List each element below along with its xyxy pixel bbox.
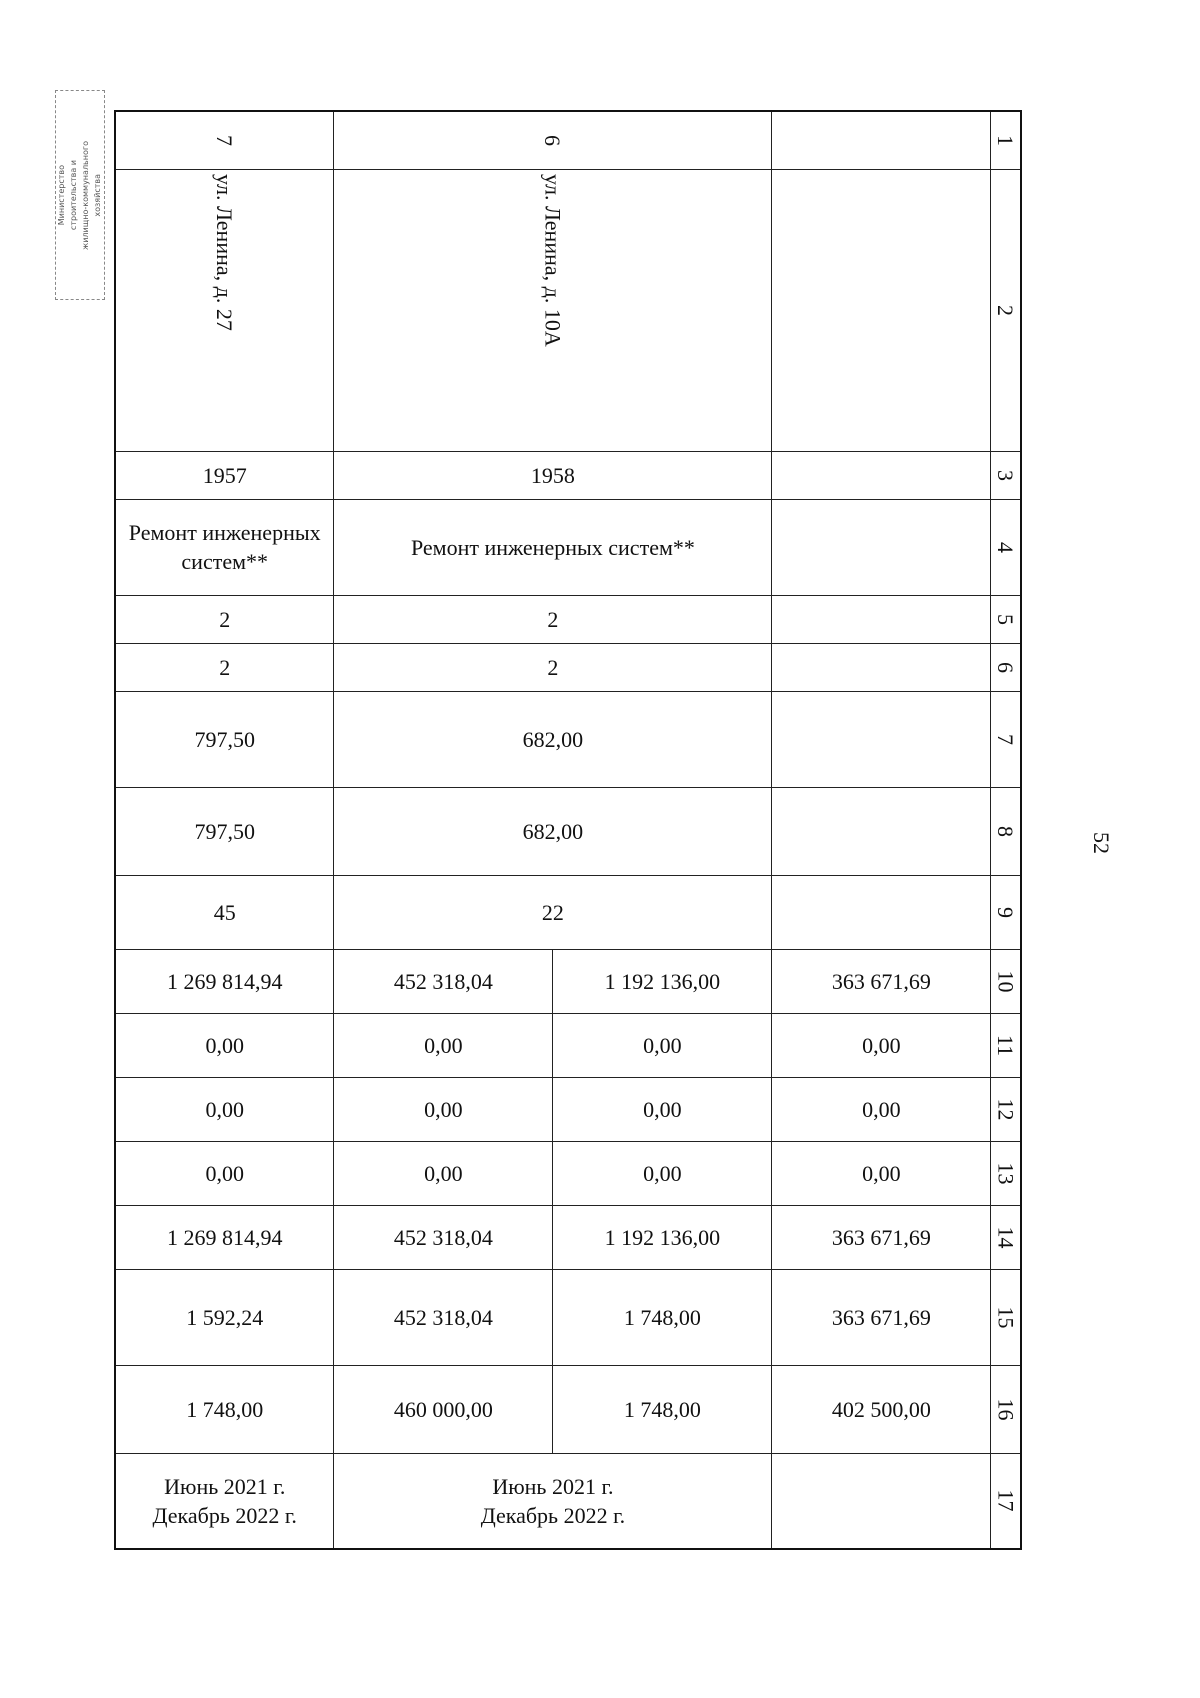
stamp-line: строительства и: [69, 159, 78, 231]
cost-cell: 452 318,04: [334, 1269, 553, 1365]
row-number: 16: [991, 1365, 1021, 1453]
table-row: [115, 949, 1021, 1013]
table-row: [115, 1077, 1021, 1141]
cost-cell: 0,00: [772, 1141, 991, 1205]
table-row: [115, 451, 1021, 499]
table-row: [115, 1205, 1021, 1269]
cost-cell: 0,00: [115, 1077, 334, 1141]
row-number: 6: [991, 643, 1021, 691]
item-number-cell: 7: [115, 111, 334, 169]
period-start: Июнь 2021 г.: [164, 1473, 286, 1499]
cost-cell: 0,00: [115, 1013, 334, 1077]
value-cell: 2: [334, 643, 772, 691]
row-number: 3: [991, 451, 1021, 499]
page-number: 52: [1089, 832, 1114, 854]
cost-cell: 1 748,00: [115, 1365, 334, 1453]
period-start: Июнь 2021 г.: [492, 1473, 614, 1499]
empty-cell: [772, 111, 991, 169]
stamp-line: жилищно-коммунального: [81, 140, 90, 250]
stamp-line: хозяйства: [93, 173, 102, 217]
empty-cell: [772, 1453, 991, 1549]
year-cell: 1958: [334, 451, 772, 499]
value-cell: 2: [115, 595, 334, 643]
year-cell: 1957: [115, 451, 334, 499]
cost-cell: 452 318,04: [334, 1205, 553, 1269]
address-cell: ул. Ленина, д. 27: [115, 169, 334, 451]
cost-cell: 0,00: [334, 1077, 553, 1141]
empty-cell: [772, 643, 991, 691]
empty-cell: [772, 595, 991, 643]
period-end: Декабрь 2022 г.: [480, 1502, 626, 1528]
table-row: [115, 1365, 1021, 1453]
row-number: 15: [991, 1269, 1021, 1365]
value-cell: 2: [334, 595, 772, 643]
residents-cell: 45: [115, 875, 334, 949]
work-type-cell: Ремонт инженерных систем**: [334, 499, 772, 595]
row-number: 5: [991, 595, 1021, 643]
row-number: 8: [991, 787, 1021, 875]
table-row: [115, 643, 1021, 691]
row-number: 13: [991, 1141, 1021, 1205]
cost-cell: 402 500,00: [772, 1365, 991, 1453]
official-stamp: [55, 90, 105, 300]
empty-cell: [772, 499, 991, 595]
table-row: [115, 691, 1021, 787]
empty-cell: [772, 169, 991, 451]
table-row: [115, 1141, 1021, 1205]
table-row: [115, 169, 1021, 451]
residents-cell: 22: [334, 875, 772, 949]
cost-cell: 0,00: [115, 1141, 334, 1205]
address-cell: ул. Ленина, д. 10А: [334, 169, 772, 451]
row-number: 9: [991, 875, 1021, 949]
repair-program-table: [114, 110, 1022, 1550]
cost-cell: 0,00: [334, 1013, 553, 1077]
row-number: 2: [991, 169, 1021, 451]
row-number: 10: [991, 949, 1021, 1013]
row-number: 4: [991, 499, 1021, 595]
row-number: 11: [991, 1013, 1021, 1077]
cost-cell: 460 000,00: [334, 1365, 553, 1453]
cost-cell: 0,00: [553, 1077, 772, 1141]
table-row: [115, 499, 1021, 595]
table-row: [115, 1453, 1021, 1549]
cost-cell: 0,00: [553, 1141, 772, 1205]
area-cell: 682,00: [334, 787, 772, 875]
table-row: [115, 787, 1021, 875]
row-number: 12: [991, 1077, 1021, 1141]
period-end: Декабрь 2022 г.: [152, 1502, 297, 1528]
cost-cell: 0,00: [553, 1013, 772, 1077]
area-cell: 797,50: [115, 787, 334, 875]
empty-cell: [772, 787, 991, 875]
cost-cell: 1 269 814,94: [115, 1205, 334, 1269]
cost-cell: 452 318,04: [334, 949, 553, 1013]
cost-cell: 1 592,24: [115, 1269, 334, 1365]
item-number-cell: 6: [334, 111, 772, 169]
cost-cell: 0,00: [772, 1077, 991, 1141]
area-cell: 682,00: [334, 691, 772, 787]
row-number: 7: [991, 691, 1021, 787]
table-row: [115, 1013, 1021, 1077]
work-type-cell: Ремонт инженерных систем**: [115, 499, 334, 595]
cost-cell: 0,00: [772, 1013, 991, 1077]
cost-cell: 363 671,69: [772, 949, 991, 1013]
cost-cell: 1 192 136,00: [553, 1205, 772, 1269]
cost-cell: 1 269 814,94: [115, 949, 334, 1013]
stamp-line: Министерство: [57, 164, 66, 226]
period-cell: [115, 1453, 334, 1549]
cost-cell: 363 671,69: [772, 1205, 991, 1269]
value-cell: 2: [115, 643, 334, 691]
cost-cell: 1 748,00: [553, 1269, 772, 1365]
area-cell: 797,50: [115, 691, 334, 787]
row-number: 1: [991, 111, 1021, 169]
table-row: [115, 111, 1021, 169]
empty-cell: [772, 875, 991, 949]
table-row: [115, 595, 1021, 643]
cost-cell: 363 671,69: [772, 1269, 991, 1365]
cost-cell: 1 192 136,00: [553, 949, 772, 1013]
empty-cell: [772, 691, 991, 787]
row-number: 14: [991, 1205, 1021, 1269]
rotated-table-sheet: [114, 110, 1022, 1550]
table-row: [115, 1269, 1021, 1365]
period-cell: [334, 1453, 772, 1549]
row-number: 17: [991, 1453, 1021, 1549]
cost-cell: 1 748,00: [553, 1365, 772, 1453]
cost-cell: 0,00: [334, 1141, 553, 1205]
table-row: [115, 875, 1021, 949]
empty-cell: [772, 451, 991, 499]
